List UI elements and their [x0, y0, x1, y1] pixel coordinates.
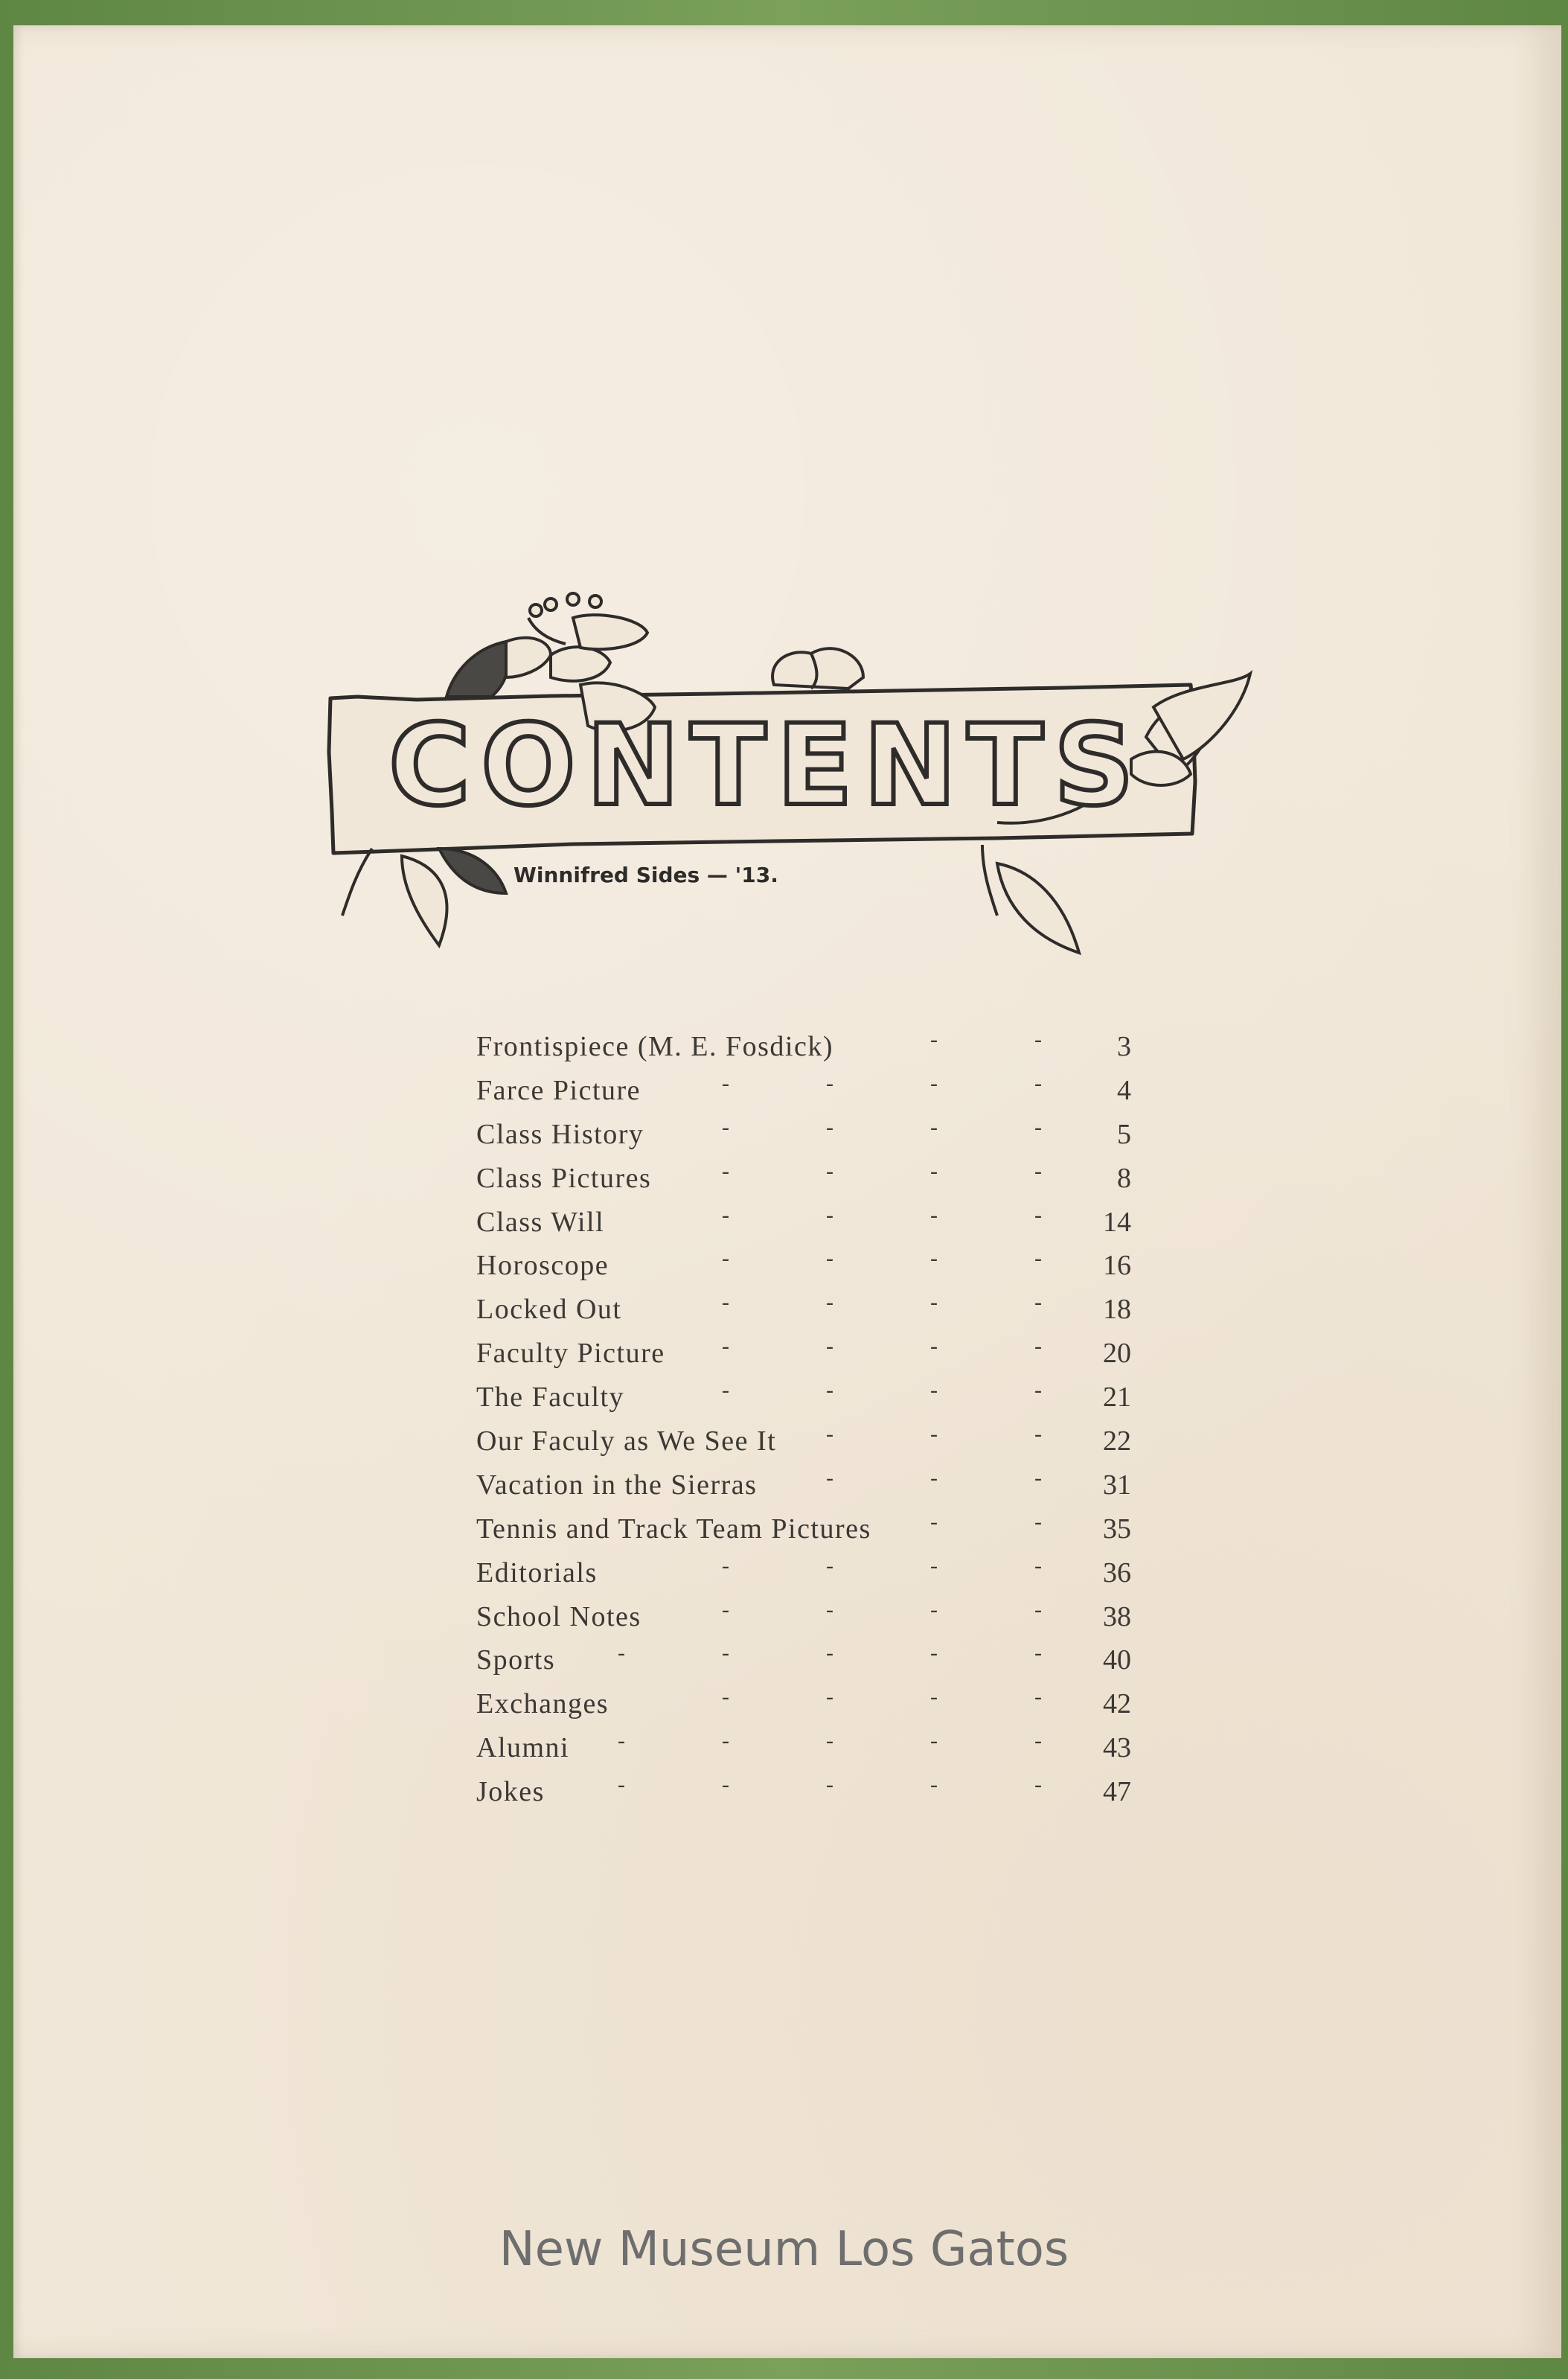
toc-leader-dashes — [655, 1070, 1042, 1101]
toc-leader-dashes — [655, 1422, 1042, 1452]
toc-leader-dashes — [618, 1641, 1042, 1670]
toc-entry-page: 43 — [1103, 1732, 1131, 1764]
toc-entry-page: 22 — [1103, 1425, 1131, 1457]
leader-dash: - — [826, 1728, 833, 1754]
toc-entry — [461, 1463, 1131, 1507]
leader-dash: - — [618, 1772, 625, 1798]
leader-dash: - — [826, 1334, 833, 1359]
toc-leader-dashes — [655, 1114, 1042, 1145]
leader-dash: - — [930, 1509, 938, 1534]
leader-dash: - — [1034, 1378, 1042, 1403]
leader-dash: - — [826, 1070, 833, 1096]
leader-dash: - — [722, 1158, 729, 1184]
leader-dash: - — [930, 1246, 938, 1271]
toc-leader-dashes — [655, 1246, 1042, 1276]
toc-leader-dashes — [618, 1728, 1042, 1758]
leader-dash: - — [930, 1597, 938, 1622]
toc-leader-dashes — [618, 1772, 1042, 1802]
leader-dash: - — [930, 1422, 938, 1447]
toc-entry-title: Horoscope — [476, 1250, 609, 1282]
leaves-bottom-left-icon — [342, 849, 506, 945]
leader-dash: - — [1034, 1202, 1042, 1227]
toc-entry-title: Class Pictures — [476, 1162, 652, 1194]
toc-leader-dashes — [655, 1334, 1042, 1364]
leader-dash: - — [722, 1114, 729, 1140]
leader-dash: - — [722, 1641, 729, 1666]
toc-leader-dashes — [655, 1553, 1042, 1583]
leader-dash: - — [1034, 1246, 1042, 1271]
toc-entry-page: 8 — [1117, 1162, 1131, 1194]
toc-entry — [461, 1112, 1131, 1156]
leader-dash: - — [826, 1202, 833, 1227]
leader-dash: - — [1034, 1728, 1042, 1754]
contents-header-illustration — [327, 588, 1258, 960]
leader-dash: - — [826, 1641, 833, 1666]
toc-entry — [461, 1551, 1131, 1594]
leader-dash: - — [826, 1114, 833, 1140]
toc-entry — [461, 1507, 1131, 1551]
leader-dash: - — [722, 1553, 729, 1578]
leader-dash: - — [826, 1465, 833, 1490]
toc-entry-title: Exchanges — [476, 1688, 609, 1720]
toc-entry-title: School Notes — [476, 1600, 641, 1632]
leader-dash: - — [930, 1641, 938, 1666]
toc-entry-title: Class History — [476, 1118, 644, 1150]
leader-dash: - — [930, 1290, 938, 1315]
leader-dash: - — [826, 1597, 833, 1622]
toc-entry — [461, 1024, 1131, 1068]
leader-dash: - — [722, 1772, 729, 1798]
toc-entry — [461, 1638, 1131, 1682]
leader-dash: - — [722, 1246, 729, 1271]
toc-entry — [461, 1594, 1131, 1638]
toc-entry-page: 35 — [1103, 1513, 1131, 1545]
leader-dash: - — [722, 1728, 729, 1754]
toc-entry — [461, 1156, 1131, 1200]
artist-signature: Winnifred Sides — '13. — [513, 863, 778, 887]
leader-dash: - — [930, 1728, 938, 1754]
leader-dash: - — [930, 1158, 938, 1184]
leader-dash: - — [930, 1070, 938, 1096]
leader-dash: - — [722, 1202, 729, 1227]
toc-leader-dashes — [655, 1290, 1042, 1320]
toc-entry-title: Frontispiece (M. E. Fosdick) — [476, 1031, 834, 1062]
leader-dash: - — [930, 1334, 938, 1359]
leader-dash: - — [826, 1422, 833, 1447]
toc-leader-dashes — [655, 1027, 1042, 1057]
toc-entry — [461, 1243, 1131, 1287]
leader-dash: - — [1034, 1334, 1042, 1359]
toc-entry-page: 21 — [1103, 1382, 1131, 1414]
leader-dash: - — [930, 1772, 938, 1798]
leader-dash: - — [826, 1290, 833, 1315]
toc-entry — [461, 1419, 1131, 1463]
toc-leader-dashes — [655, 1685, 1042, 1714]
toc-leader-dashes — [655, 1158, 1042, 1189]
leader-dash: - — [1034, 1772, 1042, 1798]
toc-entry — [461, 1068, 1131, 1112]
toc-entry — [461, 1725, 1131, 1769]
leader-dash: - — [618, 1641, 625, 1666]
leader-dash: - — [930, 1465, 938, 1490]
toc-entry — [461, 1287, 1131, 1331]
leader-dash: - — [826, 1378, 833, 1403]
toc-leader-dashes — [655, 1465, 1042, 1495]
leader-dash: - — [1034, 1114, 1042, 1140]
leader-dash: - — [1034, 1597, 1042, 1622]
toc-entry-page: 20 — [1103, 1338, 1131, 1370]
leader-dash: - — [930, 1378, 938, 1403]
toc-entry — [461, 1375, 1131, 1419]
toc-leader-dashes — [655, 1202, 1042, 1233]
leaves-bottom-right-icon — [982, 845, 1079, 953]
leader-dash: - — [930, 1553, 938, 1578]
leader-dash: - — [930, 1114, 938, 1140]
toc-entry-page: 4 — [1117, 1074, 1131, 1106]
toc-leader-dashes — [655, 1597, 1042, 1627]
leader-dash: - — [1034, 1685, 1042, 1710]
leader-dash: - — [826, 1685, 833, 1710]
leader-dash: - — [1034, 1465, 1042, 1490]
leader-dash: - — [1034, 1290, 1042, 1315]
toc-entry-title: Our Faculy as We See It — [476, 1425, 777, 1457]
sweet-pea-flower-top-middle-icon — [772, 648, 863, 689]
toc-entry-title: Sports — [476, 1644, 556, 1676]
leader-dash: - — [826, 1553, 833, 1578]
toc-entry-page: 16 — [1103, 1250, 1131, 1282]
leader-dash: - — [722, 1378, 729, 1403]
toc-entry-page: 18 — [1103, 1294, 1131, 1326]
leader-dash: - — [722, 1597, 729, 1622]
toc-entry-title: Farce Picture — [476, 1074, 641, 1106]
leader-dash: - — [722, 1290, 729, 1315]
leader-dash: - — [1034, 1422, 1042, 1447]
toc-entry-title: Alumni — [476, 1732, 570, 1764]
leader-dash: - — [1034, 1641, 1042, 1666]
leader-dash: - — [826, 1158, 833, 1184]
toc-entry-title: Jokes — [476, 1776, 545, 1808]
toc-leader-dashes — [655, 1509, 1042, 1539]
toc-entry-title: The Faculty — [476, 1382, 625, 1414]
leader-dash: - — [930, 1202, 938, 1227]
toc-entry-title: Editorials — [476, 1556, 598, 1588]
toc-entry — [461, 1769, 1131, 1813]
museum-watermark: New Museum Los Gatos — [499, 2222, 1069, 2277]
toc-entry-page: 3 — [1117, 1031, 1131, 1062]
leader-dash: - — [1034, 1070, 1042, 1096]
toc-leader-dashes — [655, 1378, 1042, 1408]
leader-dash: - — [722, 1685, 729, 1710]
toc-entry-page: 47 — [1103, 1776, 1131, 1808]
leader-dash: - — [1034, 1027, 1042, 1052]
table-of-contents — [461, 1024, 1131, 1813]
leader-dash: - — [826, 1246, 833, 1271]
leader-dash: - — [1034, 1158, 1042, 1184]
leader-dash: - — [722, 1334, 729, 1359]
toc-entry-title: Class Will — [476, 1206, 605, 1238]
toc-entry-page: 42 — [1103, 1688, 1131, 1720]
toc-entry — [461, 1682, 1131, 1725]
toc-entry-page: 36 — [1103, 1556, 1131, 1588]
toc-entry — [461, 1200, 1131, 1244]
leader-dash: - — [1034, 1509, 1042, 1534]
toc-entry-title: Tennis and Track Team Pictures — [476, 1513, 871, 1545]
toc-entry-title: Locked Out — [476, 1294, 622, 1326]
toc-entry-title: Faculty Picture — [476, 1338, 665, 1370]
toc-entry-page: 31 — [1103, 1469, 1131, 1501]
leader-dash: - — [930, 1685, 938, 1710]
leader-dash: - — [930, 1027, 938, 1052]
leader-dash: - — [826, 1772, 833, 1798]
leader-dash: - — [618, 1728, 625, 1754]
toc-entry-page: 38 — [1103, 1600, 1131, 1632]
toc-entry — [461, 1331, 1131, 1375]
toc-entry-page: 14 — [1103, 1206, 1131, 1238]
toc-entry-page: 40 — [1103, 1644, 1131, 1676]
toc-entry-title: Vacation in the Sierras — [476, 1469, 758, 1501]
leader-dash: - — [1034, 1553, 1042, 1578]
contents-title: CONTENTS — [388, 701, 1145, 831]
toc-entry-page: 5 — [1117, 1118, 1131, 1150]
leader-dash: - — [722, 1070, 729, 1096]
